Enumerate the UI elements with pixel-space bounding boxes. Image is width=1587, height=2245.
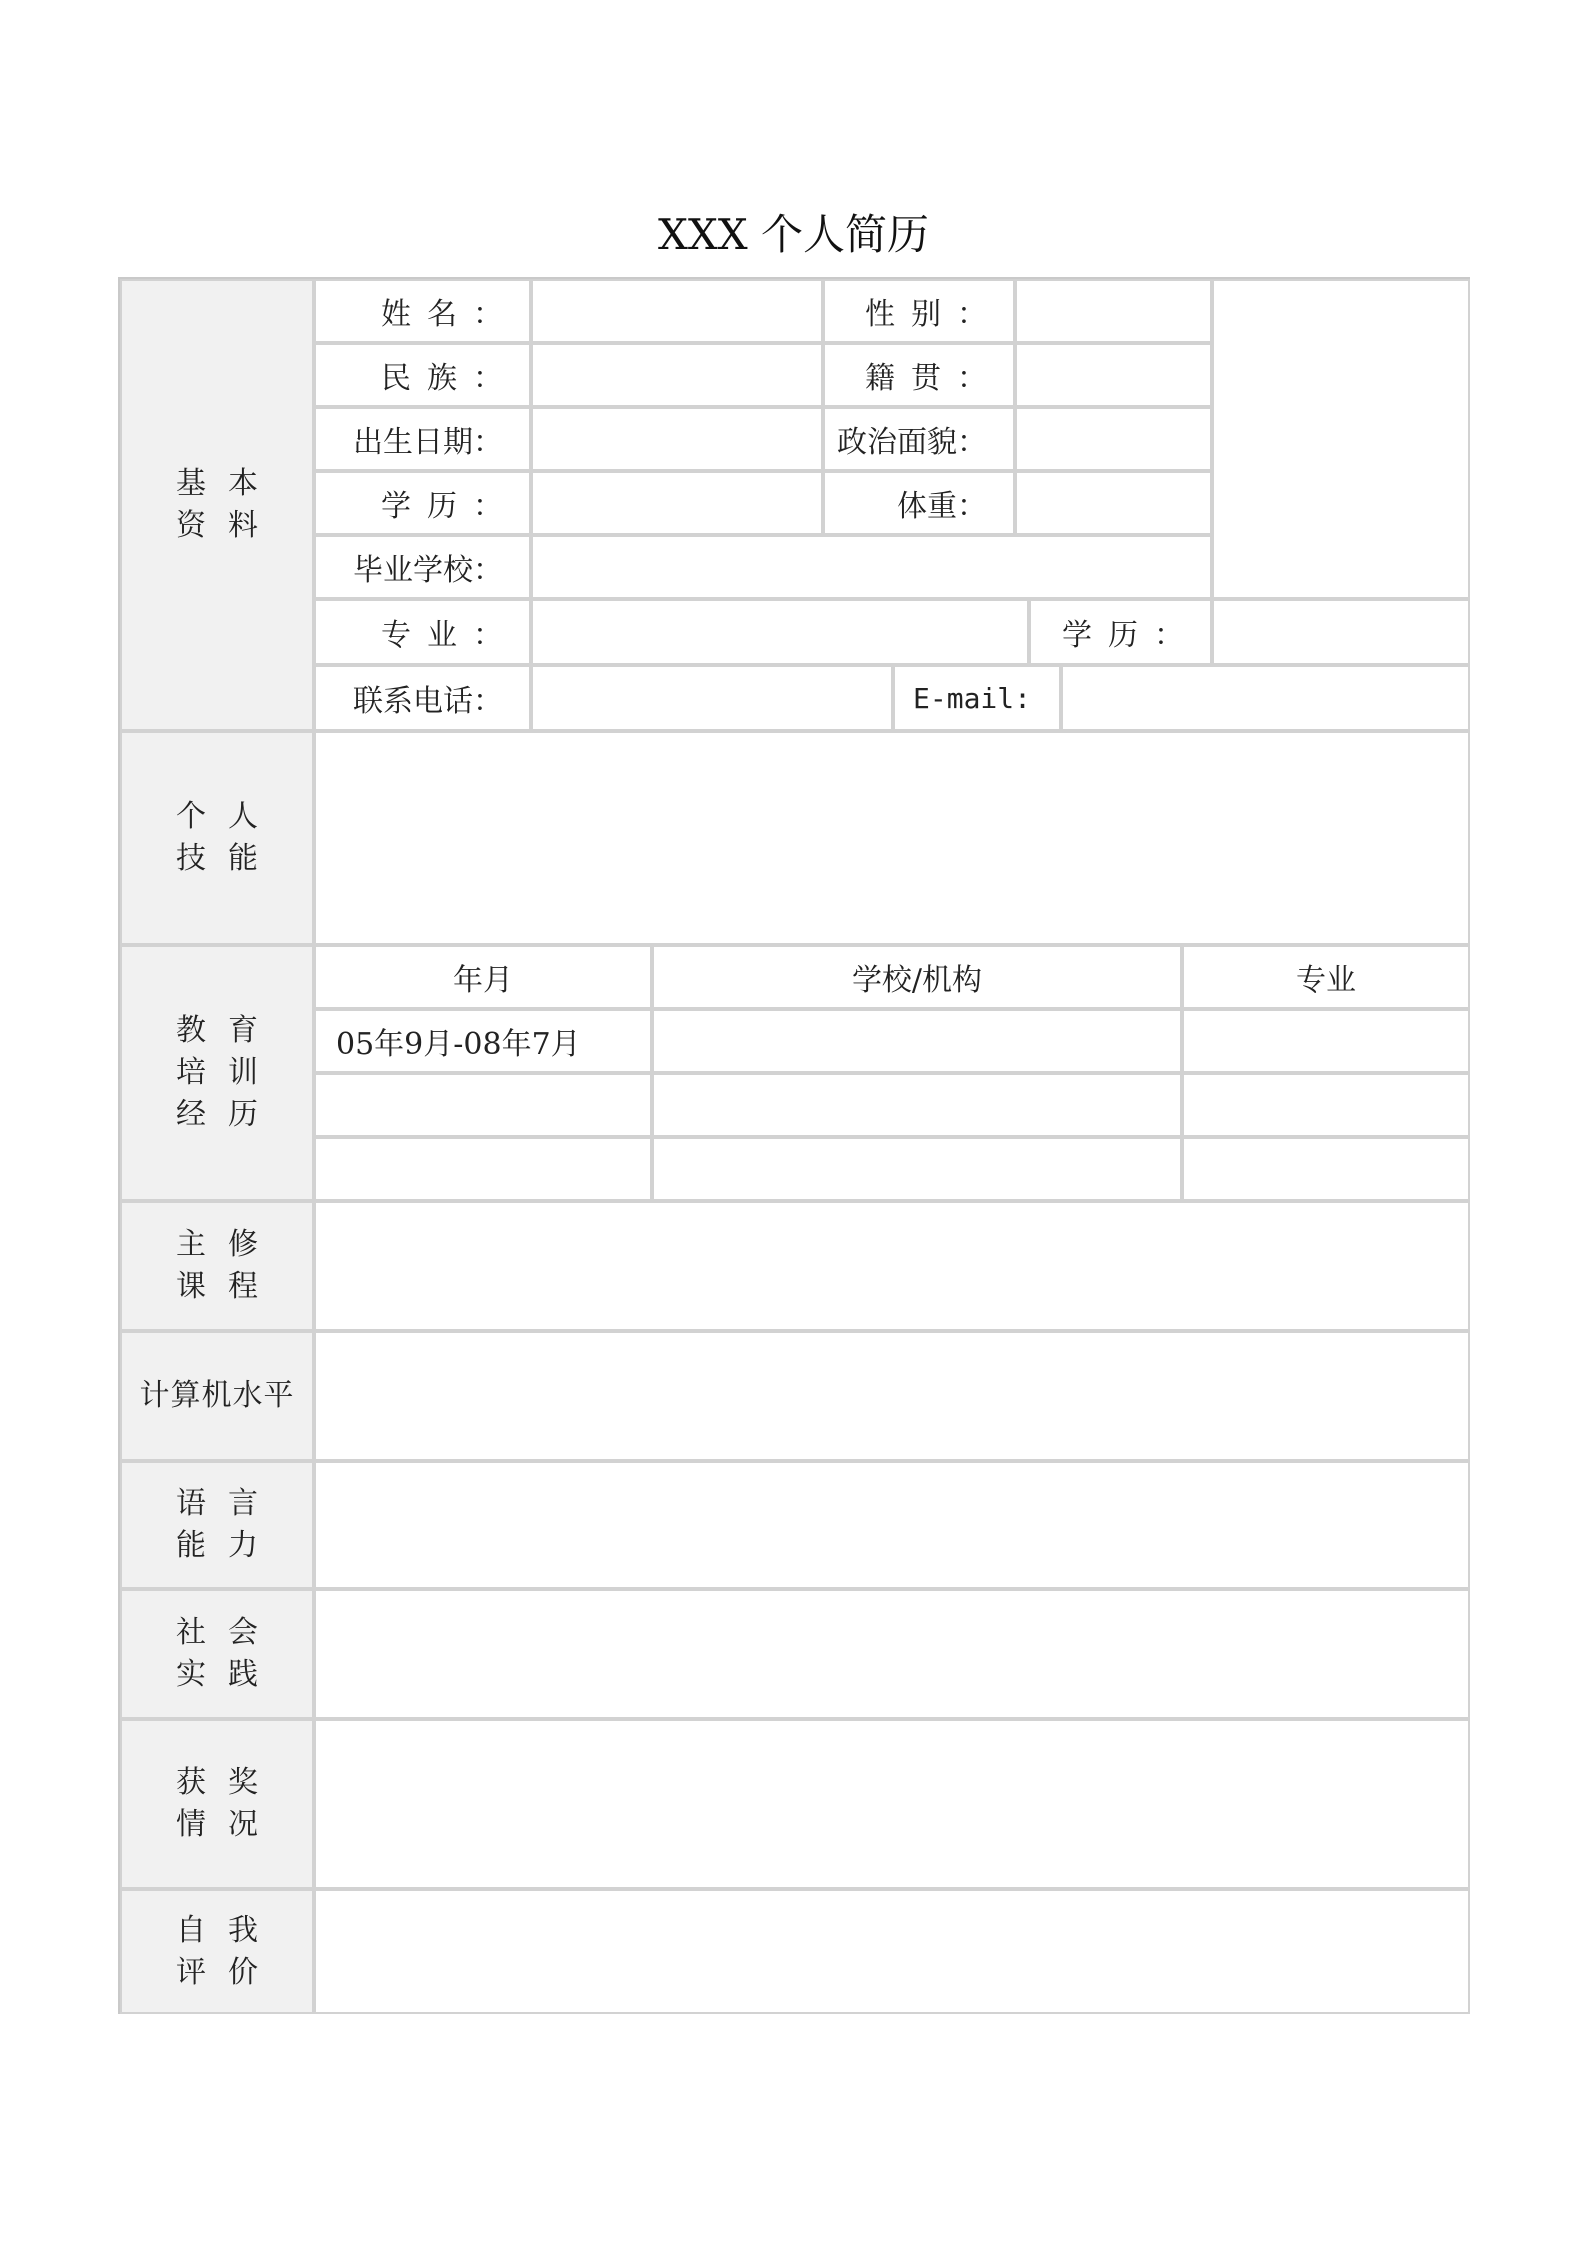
table-cell[interactable] (1182, 1073, 1470, 1137)
education-label: 学历： (314, 471, 531, 535)
section-label-skills (120, 731, 314, 945)
phone-label: 联系电话： (314, 665, 531, 731)
phone-field[interactable] (531, 665, 893, 731)
section-label-courses (120, 1201, 314, 1331)
name-field[interactable] (531, 279, 823, 343)
courses-content[interactable] (314, 1201, 1470, 1331)
ethnicity-field[interactable] (531, 343, 823, 407)
skills-content[interactable] (314, 731, 1470, 945)
email-field[interactable] (1061, 665, 1470, 731)
school-field[interactable] (531, 535, 1212, 599)
section-label-line: 评价 (176, 1954, 280, 1990)
education2-field[interactable] (1212, 599, 1470, 665)
weight-field[interactable] (1015, 471, 1212, 535)
political-status-label: 政治面貌： (823, 407, 1015, 471)
computer-content[interactable] (314, 1331, 1470, 1461)
table-cell[interactable] (1182, 1009, 1470, 1073)
section-label-line: 获奖 (176, 1765, 280, 1800)
section-label-line: 自我 (176, 1912, 280, 1948)
weight-label: 体重： (823, 471, 1015, 535)
section-label-self-eval (120, 1889, 314, 2014)
resume-table (118, 277, 1470, 2014)
section-label-line: 培训 (176, 1055, 280, 1090)
awards-content[interactable] (314, 1719, 1470, 1889)
column-header-school: 学校/机构 (652, 945, 1182, 1009)
table-cell[interactable] (314, 1073, 652, 1137)
gender-field[interactable] (1015, 279, 1212, 343)
birth-date-field[interactable] (531, 407, 823, 471)
major-field[interactable] (531, 599, 1029, 665)
section-label-basic (120, 279, 314, 731)
section-label-line: 能力 (176, 1528, 280, 1563)
table-cell[interactable]: 05年9月-08年7月 (314, 1009, 652, 1073)
section-label-education (120, 945, 314, 1201)
section-label-line: 主修 (176, 1227, 280, 1262)
birth-date-label: 出生日期： (314, 407, 531, 471)
ethnicity-label: 民族： (314, 343, 531, 407)
section-label-line: 基本 (176, 466, 280, 501)
education2-label: 学历： (1029, 599, 1212, 665)
language-content[interactable] (314, 1461, 1470, 1589)
section-label-language (120, 1461, 314, 1589)
table-cell[interactable] (1182, 1137, 1470, 1201)
section-label-line: 经历 (176, 1097, 280, 1132)
native-place-field[interactable] (1015, 343, 1212, 407)
social-content[interactable] (314, 1589, 1470, 1719)
political-status-field[interactable] (1015, 407, 1212, 471)
section-label-line: 社会 (176, 1615, 280, 1650)
table-cell[interactable] (652, 1137, 1182, 1201)
section-label-social (120, 1589, 314, 1719)
self-eval-content[interactable] (314, 1889, 1470, 2014)
table-cell[interactable] (652, 1073, 1182, 1137)
table-cell[interactable] (652, 1009, 1182, 1073)
school-label: 毕业学校： (314, 535, 531, 599)
gender-label: 性别： (823, 279, 1015, 343)
major-label: 专业： (314, 599, 531, 665)
page-title: XXX 个人简历 (657, 210, 930, 259)
table-cell[interactable] (314, 1137, 652, 1201)
section-label-line: 资料 (176, 508, 280, 543)
column-header-period: 年月 (314, 945, 652, 1009)
section-label-line: 技能 (176, 841, 280, 876)
native-place-label: 籍贯： (823, 343, 1015, 407)
section-label-awards (120, 1719, 314, 1889)
section-label-line: 语言 (176, 1486, 280, 1521)
section-label-line: 课程 (176, 1269, 280, 1304)
section-label-line: 实践 (176, 1657, 280, 1692)
section-label-computer (120, 1331, 314, 1461)
section-label-line: 教育 (176, 1013, 280, 1048)
column-header-major: 专业 (1182, 945, 1470, 1009)
section-label-line: 计算机水平 (139, 1378, 295, 1413)
email-label: E-mail: (893, 665, 1061, 731)
name-label: 姓名： (314, 279, 531, 343)
section-label-line: 情况 (176, 1807, 280, 1842)
photo-box[interactable] (1212, 279, 1470, 599)
education-field[interactable] (531, 471, 823, 535)
section-label-line: 个人 (176, 799, 280, 834)
